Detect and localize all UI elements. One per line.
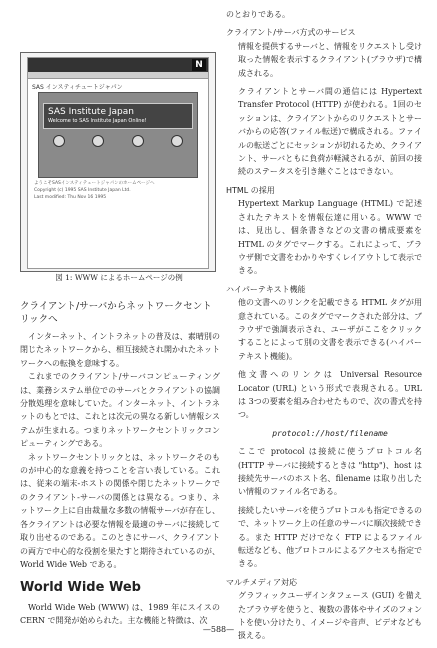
circle-icon xyxy=(171,135,183,147)
site-hero xyxy=(38,92,198,178)
item-body xyxy=(226,40,422,179)
browser-toolbar xyxy=(28,72,208,79)
paragraph: クライアントとサーバ間の通信には Hypertext Transfer Protocol (HTTP) が使われる。1回のセッションは、クライアントからのリクエストとサーバからの応答(ファイル転送)で構成される。ファイルの転送ごとにセッションが切れるため、クライアント、サーバともに負荷が軽減されるが、前回の接続のステータスを引き継ぐことはできない。 xyxy=(238,87,422,177)
url-format: protocol://host/filename xyxy=(272,428,388,438)
site-icons xyxy=(39,135,197,147)
paragraph: ここで protocol は接続に使うプロトコル名 (HTTP サーバに接続するときは "http")、host は接続先サーバのホスト名、filename は取り出したい情報のファイル名である。 xyxy=(238,447,422,497)
banner-title: SAS Institute Japan xyxy=(48,107,134,117)
item-body xyxy=(226,296,422,571)
footer-line: ようこそSASインスティテュートジャパンのホームページへ xyxy=(34,181,155,186)
circle-icon xyxy=(132,135,144,147)
figure-screenshot xyxy=(20,52,216,272)
banner-subtitle: Welcome to SAS Institute Japan Online! xyxy=(48,118,147,124)
page-number: —588— xyxy=(202,625,235,634)
browser-logo-icon: N xyxy=(192,59,206,71)
section-title: World Wide Web xyxy=(20,580,141,596)
site-banner xyxy=(43,103,193,129)
paragraph: 他の文書へのリンクを記載できる HTML タグが用意されている。このタグでマークされた部分は、ブラウザで強調表示され、ユーザがここをクリックすることによって別の文書を表示できる(ハイパーテキスト機能)。 xyxy=(238,298,422,361)
left-column xyxy=(20,300,220,628)
footer-line: Copyright (c) 1995 SAS Institute Japan Ltd. xyxy=(34,188,131,193)
footer-line: Last modified: Thu Nov 16 1995 xyxy=(34,195,107,200)
intro-text: のとおりである。 xyxy=(226,10,290,19)
paragraph: World Wide Web (WWW) は、1989 年にスイスの CERN で開発が始められた。主な機能と特徴は、次 xyxy=(20,602,220,626)
site-brand: SAS インスティチュートジャパン xyxy=(32,84,123,91)
paragraph: Hypertext Markup Language (HTML) で記述されたテキストを情報伝達に用いる。WWW では、見出し、個条書きなどの文書の構成要素を HTML のタグでマークする。これによって、ブラウザ側で文書をわかりやすくレイアウトして表示できる。 xyxy=(238,199,422,276)
paragraph: インターネット、イントラネットの普及は、素晴別の閉じたネットワークから、相互接続され開かれたネットワークへの転換を意味する。 xyxy=(20,332,220,368)
circle-icon xyxy=(92,135,104,147)
paragraph: ネットワークセントリックとは、ネットワークそのものが中心的な意義を持つことを言い表している。これは、従来の端末-ホストの関係や閉じたネットワークでのクライアント-サーバの関係とは異なる。つまり、ネットワーク上に自由裁量な多数の情報サーバが存在し、各クライアントは必要な情報を最適のサーバに接続して取り出せるのである。このときにサーバ、クライアントの両方で中心的な役割を果たすと期待されているのが、World Wide Web である。 xyxy=(20,452,220,569)
circle-icon xyxy=(53,135,65,147)
paragraph: グラフィックユーザインタフェース (GUI) を備えたブラウザを使うと、複数の書体やサイズのフォントを使い分けたり、イメージや音声、ビデオなども扱える。 xyxy=(238,591,422,641)
figure-caption: 図 1: WWW によるホームページの例 xyxy=(55,273,183,282)
item-title: マルチメディア対応 xyxy=(226,577,298,587)
item-body xyxy=(226,197,422,277)
item-title: クライアント/サーバ方式のサービス xyxy=(226,28,356,38)
item-title: HTML の採用 xyxy=(226,185,275,195)
browser-titlebar xyxy=(28,58,208,72)
item-body xyxy=(226,589,422,643)
paragraph: 接続したいサーバを使うプロトコルも指定できるので、ネットワーク上の任意のサーバに順次接続できる。また HTTP だけでなく FTP によるファイル転送なども、他プロトコルによるアクセスも指定できる。 xyxy=(238,505,422,569)
paragraph: 他文書へのリンクは Universal Resource Locator (URL) という形式で表現される。URL は 3つの要素を組み合わせたもので、次の書式を持つ。 xyxy=(238,370,422,420)
paragraph: 情報を提供するサーバと、情報をリクエストし受け取った情報を表示するクライアント(ブラウザ)で構成される。 xyxy=(238,41,422,78)
paragraph: これまでのクライアント/サーバコンピューティングは、業務システム単位でのサーバとクライアントの協調分散処理を意味していた。インターネット、イントラネットのもとでは、これとは次元の異なる新しい情報システムが生まれる。つまりネットワークセントリックコンピューティングである。 xyxy=(20,372,220,449)
browser-window xyxy=(27,57,209,269)
right-column xyxy=(226,8,422,648)
item-title: ハイパーテキスト機能 xyxy=(226,284,306,294)
site-footer-text xyxy=(34,180,202,201)
section-heading: クライアント/サーバからネットワークセントリックへ xyxy=(20,301,212,325)
